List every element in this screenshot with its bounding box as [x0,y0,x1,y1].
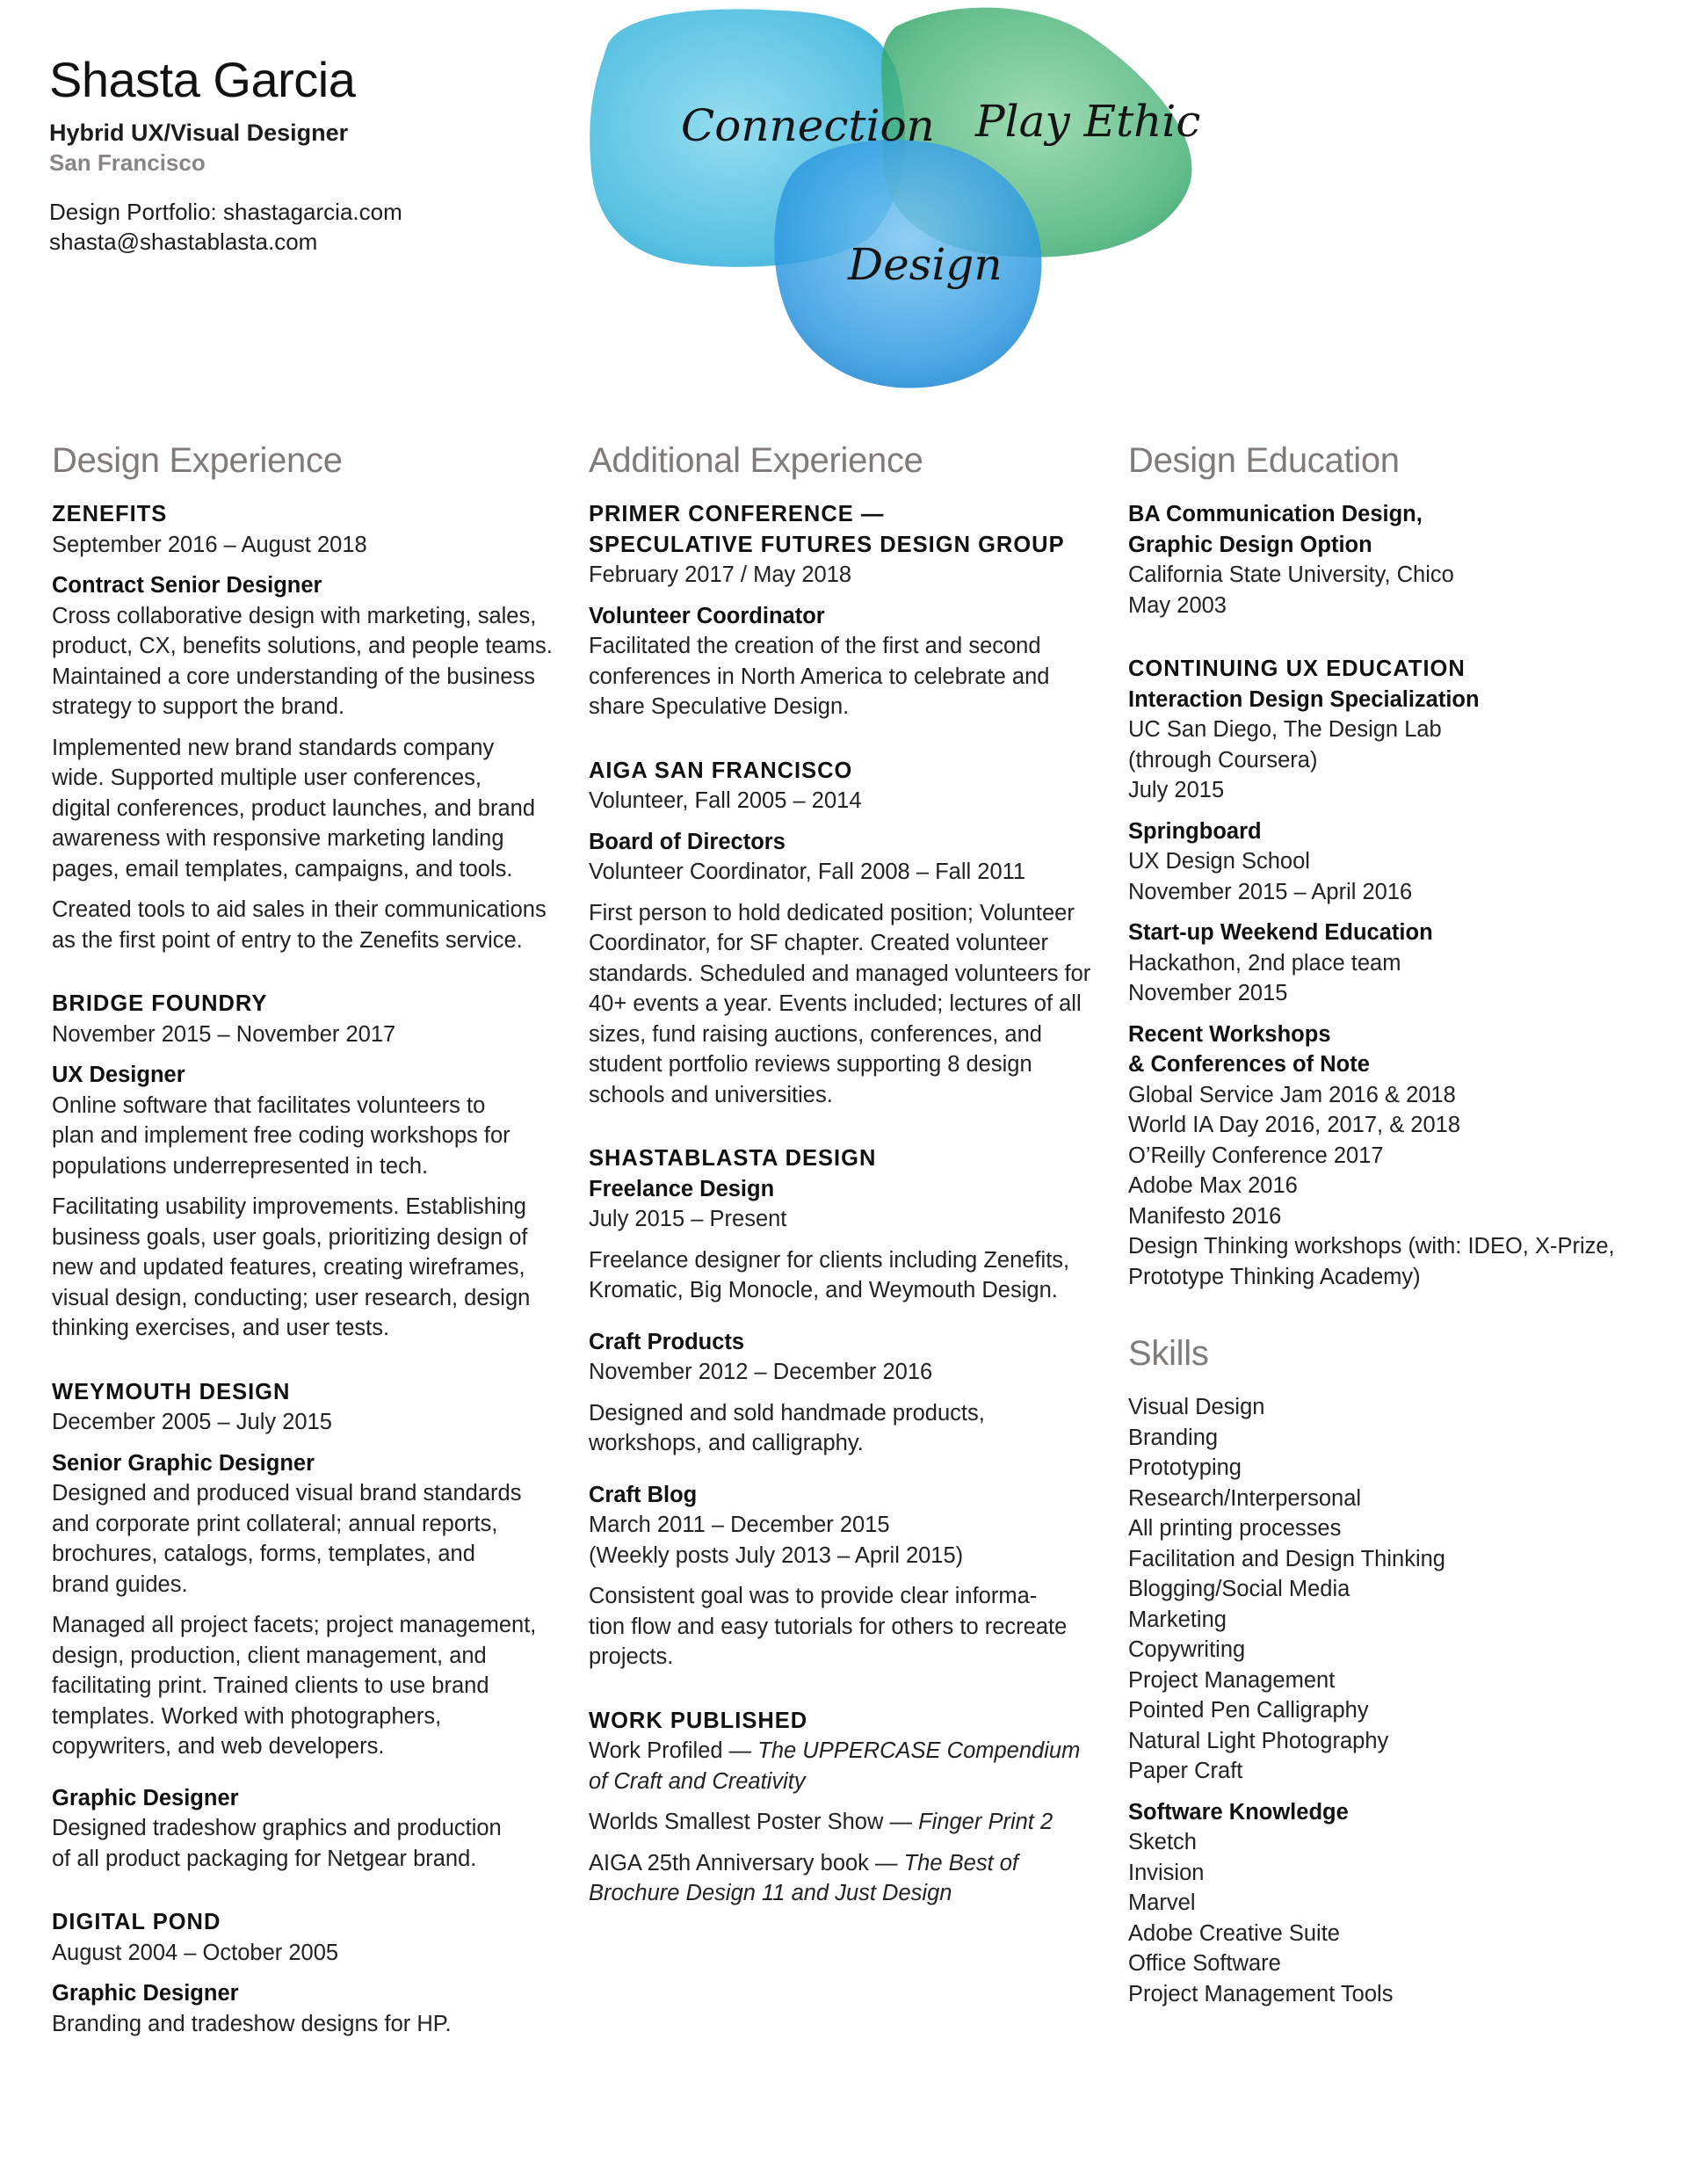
published-title: of Craft and Creativity [589,1768,806,1794]
dates: September 2016 – August 2018 [52,532,367,557]
description [589,898,1107,1111]
aiga-entry [589,756,1107,1111]
dates: Volunteer, Fall 2005 – 2014 [589,788,862,813]
text-line: as the first point of entry to the Zenefits service. [52,927,523,953]
resume-name: Shasta Garcia [49,52,356,107]
skill-item: Paper Craft [1128,1759,1243,1783]
text-line: templates. Worked with photographers, [52,1703,442,1729]
text-line: World IA Day 2016, 2017, & 2018 [1128,1113,1461,1137]
design-experience-heading: Design Experience [52,441,343,480]
bridge-foundry-entry [52,989,561,1344]
published-title: The Best of [903,1850,1019,1876]
description [52,1192,561,1344]
role: Contract Senior Designer [52,573,322,598]
text-line: populations underrepresented in tech. [52,1153,429,1179]
text-line: July 2015 [1128,778,1225,802]
skill-item: All printing processes [1128,1516,1342,1541]
description [52,733,561,885]
text-line: Global Service Jam 2016 & 2018 [1128,1082,1456,1107]
degree: Graphic Design Option [1128,532,1372,557]
workshops-name: Recent Workshops [1128,1021,1331,1047]
role: Senior Graphic Designer [52,1450,315,1476]
text-line: 40+ events a year. Events included; lectures of all [589,991,1082,1016]
work-published-entry [589,1706,1107,1909]
text-line: business goals, user goals, prioritizing design of [52,1224,528,1250]
software-heading: Software Knowledge [1128,1799,1349,1825]
published-item [589,1807,1107,1838]
software-item: Invision [1128,1860,1205,1885]
role: UX Designer [52,1063,185,1087]
text-line: strategy to support the brand. [52,694,345,719]
text-line: Facilitated the creation of the first and second [589,634,1041,658]
text-line: O’Reilly Conference 2017 [1128,1143,1384,1168]
primer-entry [589,499,1107,722]
text-line: awareness with responsive marketing landing [52,826,504,851]
software-item: Adobe Creative Suite [1128,1920,1340,1946]
additional-experience-heading: Additional Experience [589,441,923,480]
skill-item: Facilitation and Design Thinking [1128,1546,1445,1571]
text-line: schools and universities. [589,1082,833,1107]
published-prefix: Worlds Smallest Poster Show — [589,1810,919,1834]
text-line: standards. Scheduled and managed volunteers for [589,961,1091,986]
skills-list [1128,1392,1655,1787]
text-line: design, production, client management, and [52,1643,487,1668]
email-link[interactable]: shasta@shastablasta.com [49,229,318,255]
skill-item: Research/Interpersonal [1128,1485,1362,1511]
published-prefix: AIGA 25th Anniversary book — [589,1850,904,1876]
program: Interaction Design Specialization [1128,686,1480,712]
text-line: student portfolio reviews supporting 8 design [589,1052,1032,1077]
description [589,1398,1107,1459]
role: Craft Products [589,1329,745,1354]
text-line: tion flow and easy tutorials for others to recreate [589,1614,1068,1639]
design-experience-column [52,439,561,2072]
text-line: Kromatic, Big Monocle, and Weymouth Design. [589,1278,1058,1302]
software-item: Sketch [1128,1830,1197,1854]
published-title: Brochure Design 11 and Just Design [589,1881,952,1905]
school: California State University, Chico [1128,562,1454,587]
role: Volunteer Coordinator [589,603,825,628]
text-line: copywriters, and web developers. [52,1734,385,1759]
startup-name: Start-up Weekend Education [1128,920,1433,945]
text-line: Designed and produced visual brand standards [52,1481,522,1506]
software-item: Project Management Tools [1128,1981,1394,2006]
dates: March 2011 – December 2015 [589,1513,890,1537]
portfolio-link[interactable]: Design Portfolio: shastagarcia.com [49,199,402,225]
text-line: UX Design School [1128,849,1310,874]
company-name: AIGA SAN FRANCISCO [589,758,853,783]
description: Branding and tradeshow designs for HP. [52,2011,452,2036]
text-line: Adobe Max 2016 [1128,1173,1298,1198]
company-name: DIGITAL POND [52,1910,221,1934]
text-line: brand guides. [52,1571,188,1597]
skill-item: Blogging/Social Media [1128,1577,1350,1601]
text-line: Created tools to aid sales in their communications [52,897,547,922]
text-line: conferences in North America to celebrate and [589,664,1050,689]
dates: July 2015 – Present [589,1207,787,1231]
degree: BA Communication Design, [1128,502,1423,526]
additional-experience-column [589,439,1107,1942]
text-line: visual design, conducting; user research, design [52,1285,531,1310]
dates: (Weekly posts July 2013 – April 2015) [589,1542,964,1568]
skill-item: Natural Light Photography [1128,1728,1389,1753]
description [589,1581,1107,1672]
dates: December 2005 – July 2015 [52,1410,332,1434]
work-published-heading: WORK PUBLISHED [589,1708,808,1733]
company-name: SHASTABLASTA DESIGN [589,1146,877,1171]
connection-label: Connection [681,100,935,151]
location: San Francisco [49,149,206,176]
continuing-heading: CONTINUING UX EDUCATION [1128,657,1466,681]
dates: August 2004 – October 2005 [52,1940,339,1965]
description [52,1091,561,1182]
text-line: wide. Supported multiple user conferences, [52,765,482,790]
text-line: of all product packaging for Netgear brand. [52,1846,477,1871]
text-line: Design Thinking workshops (with: IDEO, X-Prize, [1128,1234,1615,1259]
published-item [589,1848,1107,1879]
job-title: Hybrid UX/Visual Designer [49,120,349,146]
text-line: First person to hold dedicated position; Volunteer [589,900,1075,925]
role: Freelance Design [589,1176,775,1201]
text-line: thinking exercises, and user tests. [52,1316,390,1340]
role: Graphic Designer [52,1785,239,1810]
text-line: sizes, fund raising auctions, conferences, and [589,1021,1042,1047]
description [52,601,561,722]
text-line: Freelance designer for clients including Zenefits, [589,1247,1070,1273]
skill-item: Visual Design [1128,1395,1265,1419]
skill-item: Project Management [1128,1667,1336,1693]
text-line: brochures, catalogs, forms, templates, and [52,1542,475,1566]
text-line: Manifesto 2016 [1128,1203,1282,1229]
text-line: digital conferences, product launches, and brand [52,795,536,821]
text-line: Designed and sold handmade products, [589,1400,985,1426]
text-line: Facilitating usability improvements. Establishing [52,1194,526,1219]
date: May 2003 [1128,592,1227,618]
description [52,1478,561,1600]
text-line: Designed tradeshow graphics and production [52,1816,502,1840]
text-line: Consistent goal was to provide clear informa- [589,1584,1038,1608]
text-line: Maintained a core understanding of the business [52,664,536,689]
published-item [589,1736,1107,1767]
software-item: Marvel [1128,1890,1196,1915]
springboard-name: Springboard [1128,818,1262,844]
description [52,1610,561,1762]
text-line: and corporate print collateral; annual reports, [52,1511,498,1536]
text-line: pages, email templates, campaigns, and tools. [52,856,513,882]
design-education-heading: Design Education [1128,441,1400,480]
role: Graphic Designer [52,1981,239,2006]
skill-item: Prototyping [1128,1455,1242,1480]
text-line: November 2015 – April 2016 [1128,879,1413,904]
description [589,1245,1107,1306]
skills-heading: Skills [1128,1334,1209,1373]
zenefits-entry [52,499,561,955]
shastablasta-entry [589,1143,1107,1672]
description [52,1813,561,1874]
text-line: plan and implement free coding workshops for [52,1123,510,1148]
text-line: workshops, and calligraphy. [589,1431,864,1455]
text-line: (through Coursera) [1128,747,1318,773]
text-line: Online software that facilitates volunteers to [52,1092,486,1118]
company-name: ZENEFITS [52,502,168,526]
software-item: Office Software [1128,1951,1281,1976]
text-line: Implemented new brand standards company [52,735,495,760]
text-line: product, CX, benefits solutions, and people teams. [52,634,553,658]
text-line: Coordinator, for SF chapter. Created volunteer [589,931,1049,955]
skill-item: Marketing [1128,1607,1227,1632]
published-title: Finger Print 2 [918,1810,1053,1834]
role: Craft Blog [589,1482,698,1507]
published-title: The UPPERCASE Compendium [757,1738,1081,1763]
weymouth-entry [52,1377,561,1875]
software-list [1128,1827,1655,2009]
text-line: Hackathon, 2nd place team [1128,950,1401,976]
contact-block [49,197,402,257]
design-label: Design [848,239,1003,290]
company-name: PRIMER CONFERENCE — [589,502,885,526]
play-ethic-label: Play Ethic [975,96,1201,147]
dates: Volunteer Coordinator, Fall 2008 – Fall 2011 [589,860,1026,884]
continuing-education-entry [1128,654,1655,1292]
text-line: share Speculative Design. [589,694,850,719]
description [52,895,561,955]
workshops-name: & Conferences of Note [1128,1052,1370,1077]
text-line: Cross collaborative design with marketing, sales, [52,603,537,628]
text-line: UC San Diego, The Design Lab [1128,717,1442,742]
text-line: Managed all project facets; project management, [52,1613,537,1637]
company-name: SPECULATIVE FUTURES DESIGN GROUP [589,532,1065,557]
company-name: WEYMOUTH DESIGN [52,1379,291,1404]
ba-entry [1128,499,1655,620]
published-prefix: Work Profiled — [589,1738,758,1763]
text-line: November 2015 [1128,981,1288,1005]
text-line: new and updated features, creating wireframes, [52,1255,525,1280]
dates: February 2017 / May 2018 [589,562,852,587]
digital-pond-entry [52,1907,561,2039]
text-line: facilitating print. Trained clients to use brand [52,1673,489,1698]
watercolor-venn-graphic [580,0,1213,404]
role: Board of Directors [589,829,786,854]
skill-item: Branding [1128,1425,1219,1450]
text-line: Prototype Thinking Academy) [1128,1264,1421,1289]
dates: November 2012 – December 2016 [589,1360,933,1384]
text-line: projects. [589,1644,674,1669]
skill-item: Pointed Pen Calligraphy [1128,1698,1369,1723]
company-name: BRIDGE FOUNDRY [52,991,268,1016]
skill-item: Copywriting [1128,1637,1246,1662]
education-skills-column [1128,439,1655,2009]
dates: November 2015 – November 2017 [52,1021,396,1047]
description [589,631,1107,722]
